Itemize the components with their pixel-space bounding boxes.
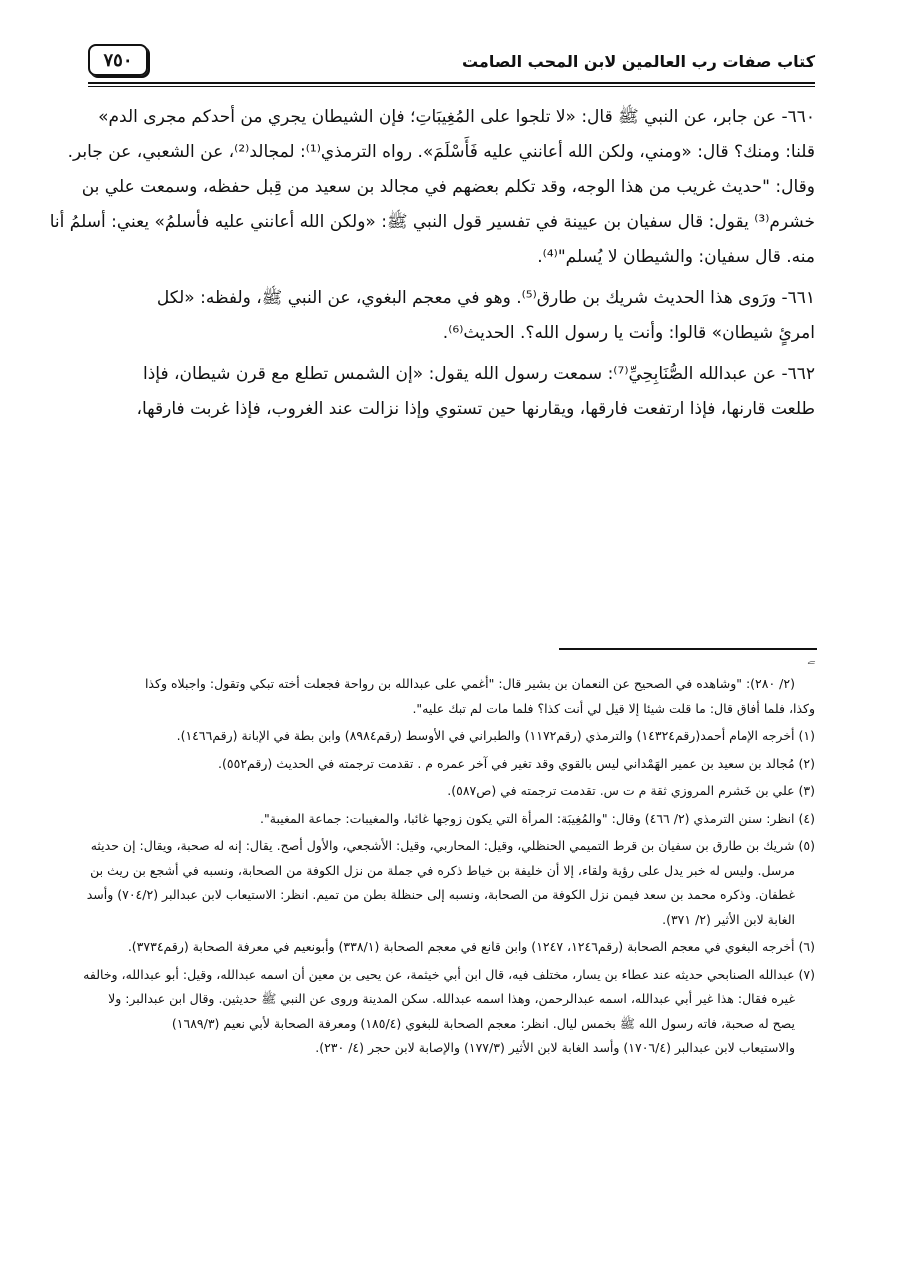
- page-header: [88, 40, 815, 80]
- footnote-line: والاستيعاب لابن عبدالبر (١٧٠٦/٤) وأسد الغابة لابن الأثير (١٧٧/٣) والإصابة لابن حجر (٤/ ٢٣٠).: [315, 1040, 795, 1055]
- header-rule-thin: [88, 86, 815, 87]
- footnote-4: [88, 807, 815, 832]
- text-line: قلنا: ومنك؟ قال: «ومني، ولكن الله أعانني عليه فَأَسْلَمَ». رواه الترمذي⁽¹⁾: لمجالد⁽²⁾، عن الشعبي، عن جابر.: [67, 142, 815, 162]
- footnote-3: [88, 779, 815, 804]
- header-rule: [88, 82, 815, 84]
- hadith-661: [88, 281, 815, 351]
- footnote-6: [88, 935, 815, 960]
- footnote-line: (٢/ ٢٨٠): "وشاهده في الصحيح عن النعمان بن بشير قال: "أغمي على عبدالله بن رواحة فجعلت أخته تبكي وتقول: واجبلاه وكذا: [144, 676, 795, 691]
- footnote-continued: [88, 672, 815, 721]
- page-number-box: [88, 44, 148, 76]
- footnote-line: يصح له صحبة، فاته رسول الله ﷺ بخمس ليال. انظر: معجم الصحابة للبغوي (١٨٥/٤) ومعرفة الصحابة لأبي نعيم (١٦٨٩/٣): [171, 1015, 795, 1031]
- footnote-line: (٢) مُجالد بن سعيد بن عمير الهَمْداني ليس بالقوي وقد تغير في آخر عمره م . تقدمت ترجمته في الحديث (رقم٥٥٢).: [218, 755, 815, 771]
- footnote-line: غيره فقال: هذا غير أبي عبدالله، اسمه عبدالرحمن، وهذا اسمه عبدالله. سكن المدينة وروى عن النبي ﷺ حديثين. وقال ابن عبدالبر: ولا: [108, 991, 795, 1006]
- footnote-continuation-mark: ﮯ: [807, 652, 815, 665]
- footnote-line: (٥) شريك بن طارق بن سفيان بن قرط التميمي الحنظلي، وقيل: المحاربي، وقيل: الأشجعي، والأول أصح. يقال: إنه له صحبة، ويقال: إن حديثه: [90, 838, 815, 853]
- text-line: خشرم⁽³⁾ يقول: قال سفيان بن عيينة في تفسير قول النبي ﷺ: «ولكن الله أعانني عليه فأسلمُ» يعني: أسلمُ أنا: [49, 212, 815, 232]
- footnote-line: وكذا، فلما أفاق قال: ما قلت شيئا إلا قيل لي أنت كذا؟ فلما مات لم تبك عليه".: [412, 700, 815, 716]
- text-line: طلعت قارنها، فإذا ارتفعت فارقها، ويقارنها حين تستوي وإذا نزالت عند الغروب، فإذا غربت فارقها،: [136, 399, 815, 419]
- text-line: ٦٦٠- عن جابر، عن النبي ﷺ قال: «لا تلجوا على المُغِيبَاتِ؛ فإن الشيطان يجري من أحدكم مجرى الدم»: [98, 107, 815, 127]
- footnote-line: (٤) انظر: سنن الترمذي (٢/ ٤٦٦) وقال: "والمُغِيبَة: المرأة التي يكون زوجها غائبا، والمغيبات: جماعة المغيبة".: [260, 810, 815, 826]
- footnote-7: [83, 963, 815, 1061]
- text-line: امرئٍ شيطان» قالوا: وأنت يا رسول الله؟. الحديث⁽⁶⁾.: [442, 323, 815, 343]
- footnote-line: مرسل. وليس له خبر يدل على رؤية ولقاء، إلا أن خليفة بن خياط ذكره في جملة من نزل الكوفة من الصحابة، ونسبه في أشجع بن ريث بن: [90, 862, 795, 878]
- footnote-line: (٧) عبدالله الصنابحي حديثه عند عطاء بن يسار، مختلف فيه، قال ابن أبي خيثمة، عن يحيى بن معين أن اسمه عبدالله، وقيل: أبو عبدالله، وخالفه: [83, 966, 815, 982]
- footnotes: [83, 672, 815, 1064]
- text-line: وقال: "حديث غريب من هذا الوجه، وقد تكلم بعضهم في مجالد بن سعيد من قِبل حفظه، وسمعت علي بن: [81, 177, 815, 197]
- footnote-line: (١) أخرجه الإمام أحمد(رقم١٤٣٢٤) والترمذي (رقم١١٧٢) والطبراني في الأوسط (رقم٨٩٨٤) وابن بطة في الإبانة (رقم١٤٦٦).: [176, 728, 815, 743]
- text-line: منه. قال سفيان: والشيطان لا يُسلم"⁽⁴⁾.: [537, 247, 815, 267]
- footnote-line: (٣) علي بن خَشرم المروزي ثقة م ت س. تقدمت ترجمته في (ص٥٨٧).: [447, 783, 815, 798]
- footnote-line: غطفان. وذكره محمد بن سعد فيمن نزل الكوفة من الصحابة، ونسبه إلى حنظلة بطن من تميم. انظر: الاستيعاب لابن عبدالبر (٧٠٤/٢) وأسد: [86, 887, 795, 902]
- footnote-5: [88, 834, 815, 932]
- footnote-line: الغابة لابن الأثير (٢/ ٣٧١).: [662, 911, 795, 927]
- hadith-660: [49, 100, 815, 275]
- page-number: ٧٥٠: [103, 49, 133, 71]
- text-line: ٦٦١- ورَوى هذا الحديث شريك بن طارق⁽⁵⁾. وهو في معجم البغوي، عن النبي ﷺ، ولفظه: «لكل: [156, 288, 815, 308]
- footnote-2: [88, 752, 815, 777]
- footnote-1: [88, 724, 815, 749]
- hadith-662: [88, 357, 815, 427]
- main-text: [49, 100, 815, 433]
- running-title: كتاب صفات رب العالمين لابن المحب الصامت: [461, 52, 815, 71]
- footnote-separator: [559, 648, 817, 650]
- text-line: ٦٦٢- عن عبدالله الصُّنَابِحِيِّ⁽⁷⁾: سمعت رسول الله يقول: «إن الشمس تطلع مع قرن شيطان، فإذا: [143, 364, 815, 384]
- footnote-line: (٦) أخرجه البغوي في معجم الصحابة (رقم١٢٤٦، ١٢٤٧) وابن قانع في معجم الصحابة (٣٣٨/١) وأبونعيم في معرفة الصحابة (رقم٣٧٣٤).: [127, 939, 815, 954]
